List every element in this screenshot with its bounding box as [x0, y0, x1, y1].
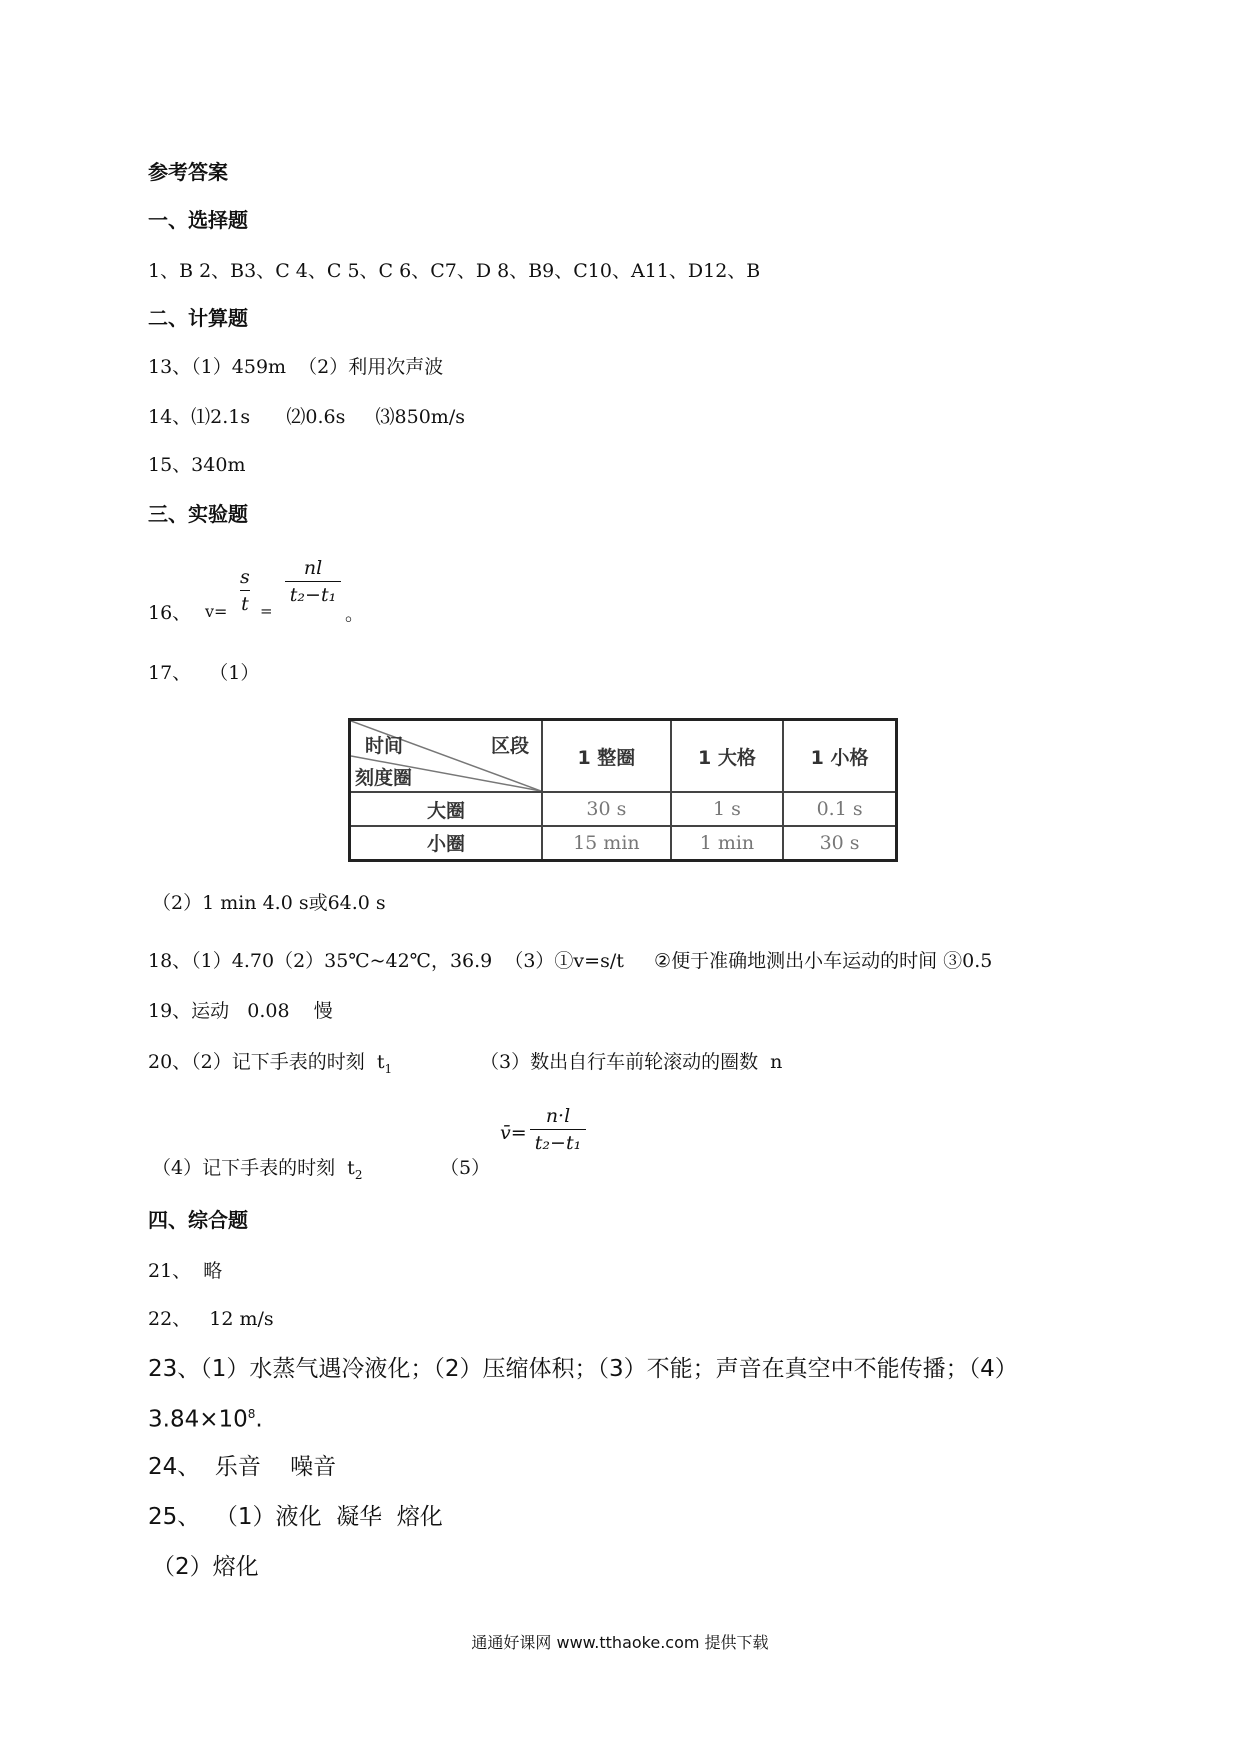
formula-s-over-t: [240, 566, 250, 615]
answer-23: 23、（1）水蒸气遇冷液化；（2）压缩体积；（3）不能；声音在真空中不能传播；（4）: [148, 1356, 1018, 1382]
table-diagonal-header: [350, 720, 543, 793]
frac-numerator: nl: [303, 557, 323, 579]
answer-22: 22、 12 m/s: [148, 1308, 274, 1330]
answer-20-part5: （5）: [440, 1157, 491, 1179]
header-time: 时间: [365, 735, 404, 757]
answer-18: 18、（1）4.70（2）35℃~42℃，36.9 （3）①v=s/t ②便于准确地测出小车运动的时间 ③0.5: [148, 950, 993, 972]
vbar-label: v̄=: [500, 1122, 527, 1144]
frac-numerator: n·l: [545, 1105, 571, 1127]
answer-24: 24、 乐音 噪音: [148, 1454, 337, 1480]
answer-17-label: 17、 （1）: [148, 662, 260, 684]
page-title: 参考答案: [148, 160, 228, 184]
answer-16-eq: =: [260, 602, 273, 620]
table-cell: 30 s: [542, 792, 671, 826]
table-row: [350, 826, 897, 860]
row-header: 大圈: [350, 792, 543, 826]
answer-13: 13、（1）459m （2）利用次声波: [148, 356, 444, 378]
answer-25: 25、 （1）液化 凝华 熔化: [148, 1504, 443, 1530]
frac-denominator: t₂−t₁: [534, 1132, 582, 1154]
answer-23-cont: $3.84\times 10^8$.: [148, 1406, 263, 1433]
answer-15: 15、340m: [148, 454, 246, 476]
answer-25-part2: （2）熔化: [152, 1554, 259, 1580]
answer-16-label: 16、: [148, 602, 192, 624]
table-cell: 30 s: [783, 826, 896, 860]
section-experiment: 三、实验题: [148, 502, 248, 526]
formula-nl-over-t: [285, 557, 341, 606]
header-dial: 刻度圈: [355, 767, 413, 789]
answer-19: 19、运动 0.08 慢: [148, 1000, 333, 1022]
answer-16-v: v=: [205, 602, 228, 621]
table-cell: 1 s: [671, 792, 783, 826]
answer-20-part3: （3）数出自行车前轮滚动的圈数 n: [480, 1051, 783, 1073]
row-header: 小圈: [350, 826, 543, 860]
answer-17-part2: （2）1 min 4.0 s或64.0 s: [152, 892, 386, 914]
section-calc: 二、计算题: [148, 306, 248, 330]
header-section: 区段: [490, 735, 529, 757]
table-row: [350, 792, 897, 826]
section-choice: 一、选择题: [148, 208, 248, 232]
answer-20-part4: （4）记下手表的时刻 $t_2$: [152, 1157, 363, 1182]
stopwatch-table: [348, 718, 898, 862]
col-header: 1 大格: [671, 720, 783, 793]
answer-21: 21、 略: [148, 1260, 223, 1282]
choice-answers: 1、B 2、B3、C 4、C 5、C 6、C7、D 8、B9、C10、A11、D12、B: [148, 260, 761, 282]
col-header: 1 小格: [783, 720, 896, 793]
answer-16-end: 。: [345, 603, 365, 625]
formula-average-speed: [530, 1105, 586, 1154]
table-cell: 15 min: [542, 826, 671, 860]
table-cell: 1 min: [671, 826, 783, 860]
answer-14: 14、⑴2.1s ⑵0.6s ⑶850m/s: [148, 406, 465, 428]
frac-denominator: t₂−t₁: [289, 584, 337, 606]
frac-numerator: s: [240, 566, 250, 588]
footer-credit: 通通好课网 www.tthaoke.com 提供下载: [471, 1633, 769, 1652]
frac-denominator: t: [241, 593, 249, 615]
answer-20-part2: 20、（2）记下手表的时刻 $t_1$: [148, 1051, 393, 1076]
table-cell: 0.1 s: [783, 792, 896, 826]
col-header: 1 整圈: [542, 720, 671, 793]
section-comprehensive: 四、综合题: [148, 1208, 248, 1232]
